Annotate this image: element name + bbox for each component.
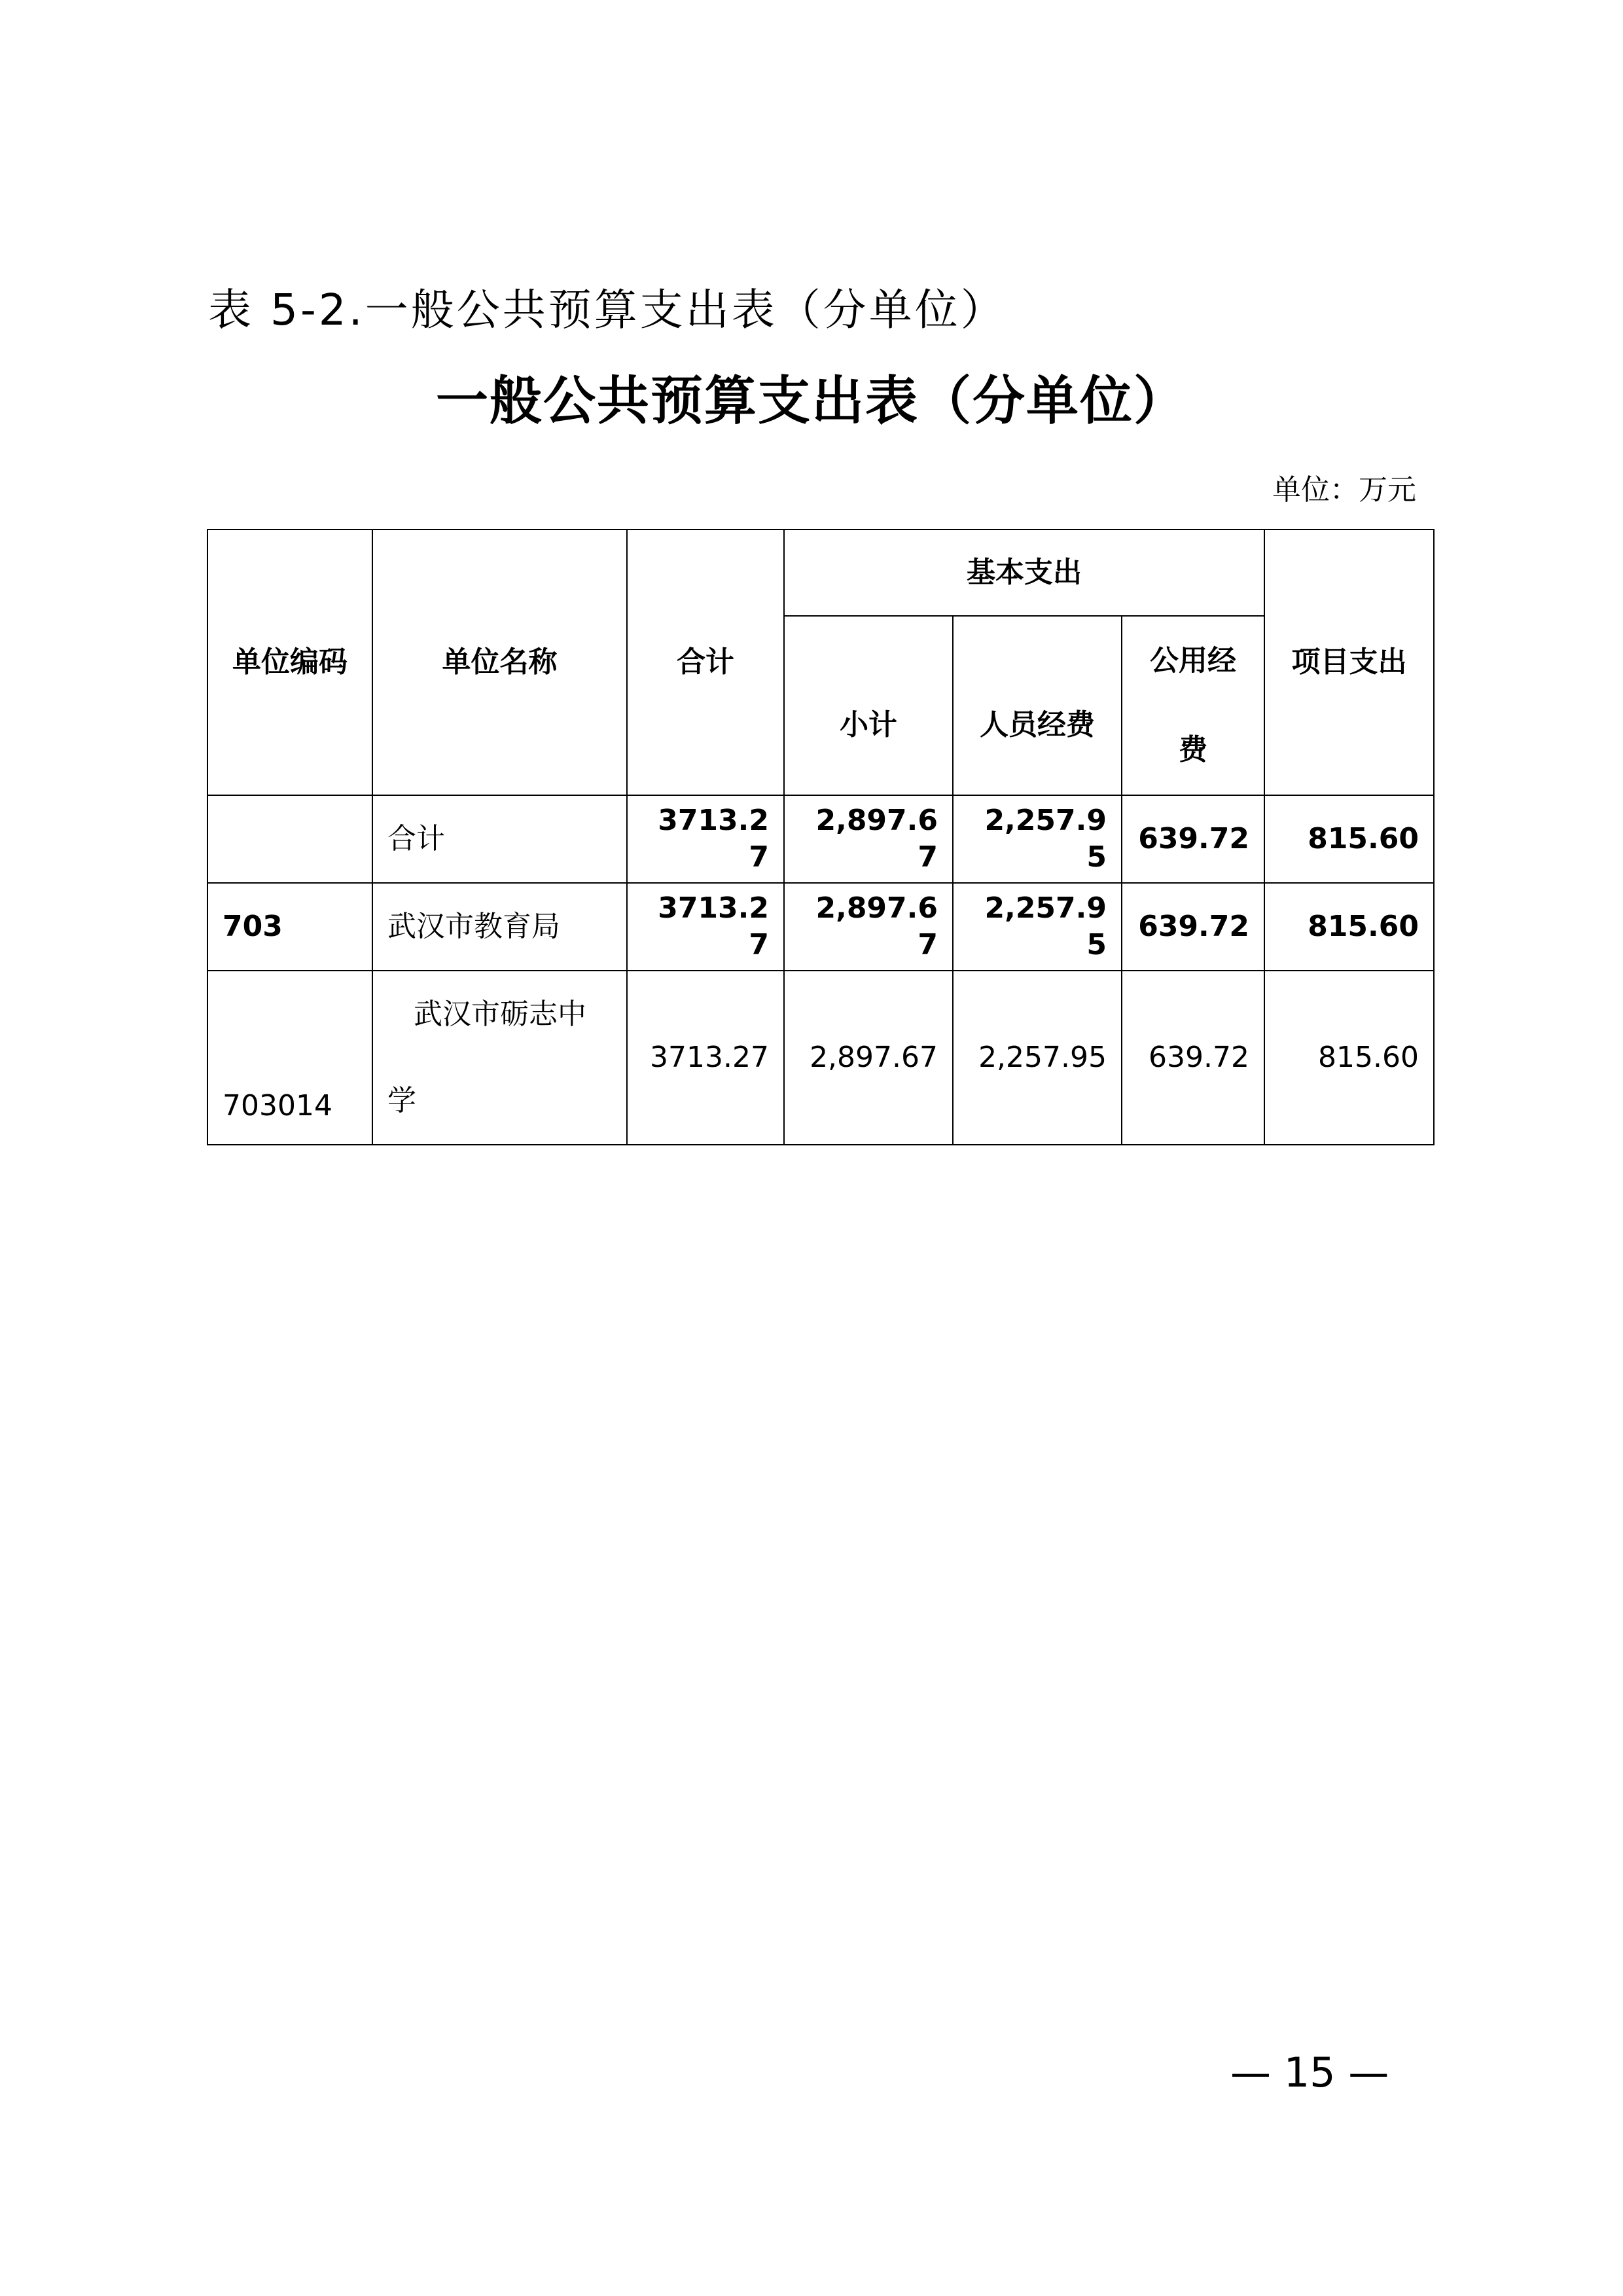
- row-name: 武汉市教育局: [372, 883, 627, 971]
- table-row: [207, 883, 1434, 971]
- row-public-fee: 639.72: [1122, 883, 1264, 971]
- header-subtotal: 小计: [784, 616, 953, 795]
- header-basic-expenditure: 基本支出: [784, 529, 1264, 616]
- row-total: 3713.27: [627, 883, 784, 971]
- unit-label: 单位：万元: [1272, 473, 1416, 507]
- table-row: [207, 795, 1434, 883]
- table-row: [207, 971, 1434, 1145]
- header-public-fee: [1122, 616, 1264, 795]
- header-total: 合计: [627, 529, 784, 795]
- page-title: 一般公共预算支出表（分单位）: [436, 370, 1187, 431]
- header-public-fee-line2: 费: [1179, 733, 1207, 766]
- row-name: [372, 971, 627, 1145]
- row-project: 815.60: [1264, 971, 1434, 1145]
- budget-table: [207, 529, 1435, 1145]
- header-row-1: [207, 529, 1434, 616]
- row-name-line1: 武汉市砺志中: [414, 997, 586, 1031]
- table-caption: 表 5-2.一般公共预算支出表（分单位）: [208, 285, 1007, 335]
- row-subtotal: 2,897.67: [784, 795, 953, 883]
- row-code: 703014: [207, 971, 372, 1145]
- header-code: 单位编码: [207, 529, 372, 795]
- row-name-line2: 学: [387, 1084, 416, 1117]
- row-project: 815.60: [1264, 795, 1434, 883]
- header-public-fee-line1: 公用经: [1150, 644, 1236, 677]
- row-total: 3713.27: [627, 971, 784, 1145]
- header-personnel: 人员经费: [953, 616, 1122, 795]
- row-public-fee: 639.72: [1122, 795, 1264, 883]
- row-public-fee: 639.72: [1122, 971, 1264, 1145]
- row-name: 合计: [372, 795, 627, 883]
- row-personnel: 2,257.95: [953, 971, 1122, 1145]
- row-project: 815.60: [1264, 883, 1434, 971]
- header-project: 项目支出: [1264, 529, 1434, 795]
- header-name: 单位名称: [372, 529, 627, 795]
- row-code: [207, 795, 372, 883]
- row-personnel: 2,257.95: [953, 795, 1122, 883]
- row-total: 3713.27: [627, 795, 784, 883]
- row-code: 703: [207, 883, 372, 971]
- page-number: — 15 —: [1230, 2049, 1389, 2096]
- row-personnel: 2,257.95: [953, 883, 1122, 971]
- row-subtotal: 2,897.67: [784, 883, 953, 971]
- row-subtotal: 2,897.67: [784, 971, 953, 1145]
